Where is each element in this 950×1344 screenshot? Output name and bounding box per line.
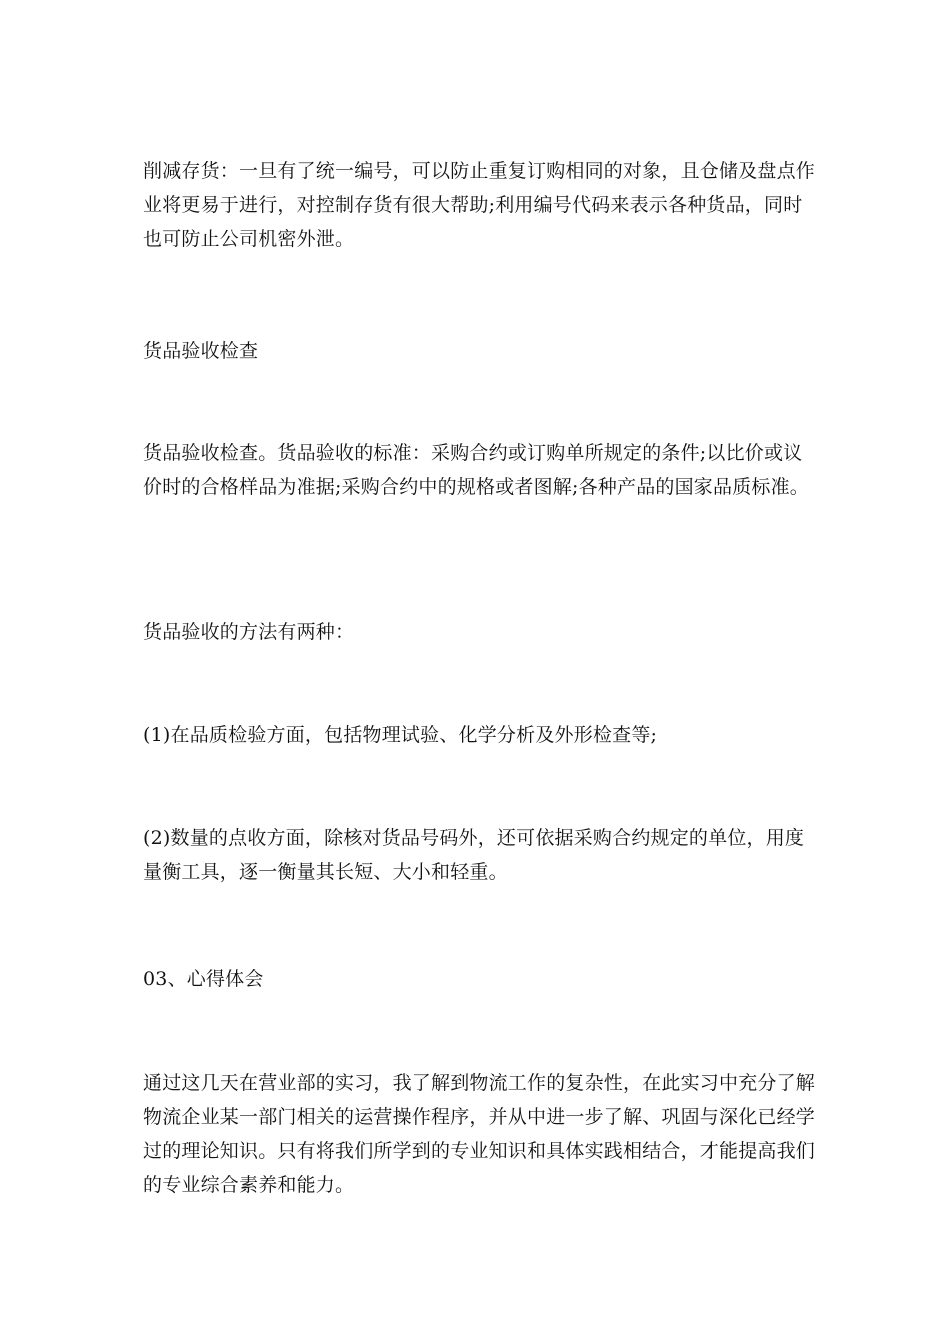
paragraph-inspection-methods-intro: 货品验收的方法有两种： [143, 621, 355, 643]
list-item-quality-inspection: (1)在品质检验方面，包括物理试验、化学分析及外形检查等; [143, 724, 658, 746]
section-heading-goods-inspection: 货品验收检查 [143, 340, 259, 362]
paragraph-inventory-reduction: 削减存货：一旦有了统一编号，可以防止重复订购相同的对象，且仓储及盘点作业将更易于进行，对控制存货有很大帮助;利用编号代码来表示各种货品，同时也可防止公司机密外泄。 [143, 160, 816, 250]
paragraph-reflections: 通过这几天在营业部的实习，我了解到物流工作的复杂性，在此实习中充分了解物流企业某一部门相关的运营操作程序，并从中进一步了解、巩固与深化已经学过的理论知识。只有将我们所学到的专业知识和具体实践相结合，才能提高我们的专业综合素养和能力。 [143, 1072, 816, 1196]
section-heading-reflections: 03、心得体会 [143, 968, 264, 990]
list-item-quantity-check: (2)数量的点收方面，除核对货品号码外，还可依据采购合约规定的单位，用度量衡工具，逐一衡量其长短、大小和轻重。 [143, 827, 805, 883]
paragraph-inspection-standards: 货品验收检查。货品验收的标准：采购合约或订购单所规定的条件;以比价或议价时的合格样品为准据;采购合约中的规格或者图解;各种产品的国家品质标准。 [143, 442, 810, 498]
